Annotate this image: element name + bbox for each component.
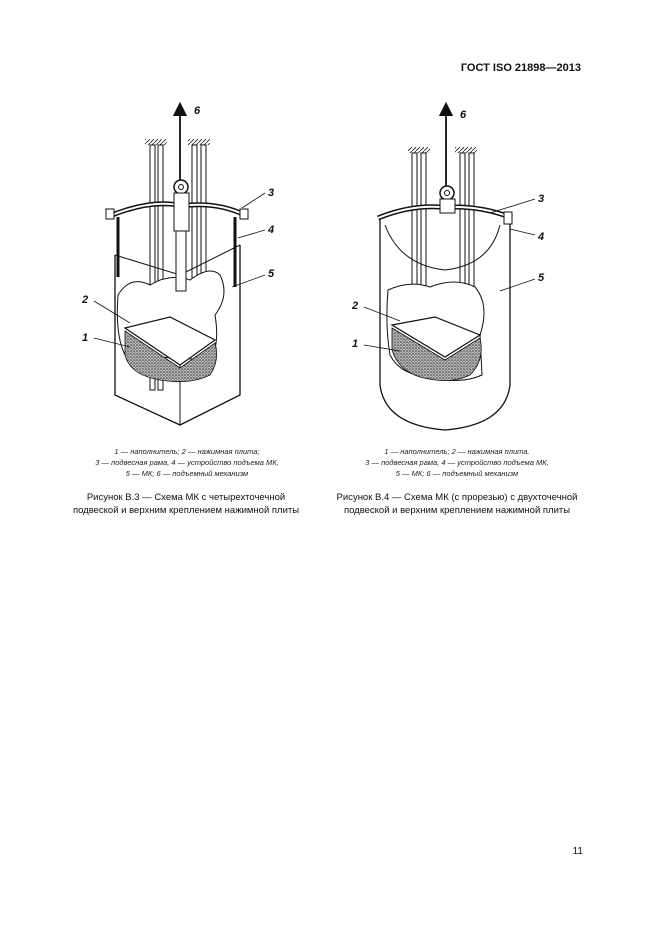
caption-line: Рисунок В.4 — Схема МК (с прорезью) с двухточечной [336, 492, 578, 503]
label-3: 3 [538, 193, 545, 205]
ceiling-hatch-right [188, 139, 210, 145]
ceiling-hatch-left [145, 139, 167, 145]
legend-line: 5 — МК; 6 — подъемный механизм [125, 469, 249, 478]
label-1: 1 [82, 332, 89, 344]
label-4: 4 [538, 231, 545, 243]
caption-line: Рисунок В.3 — Схема МК с четырехточечной [86, 492, 286, 503]
caption-line: подвеской и верхним креплением нажимной плиты [343, 505, 571, 516]
ceiling-hatch-left [408, 147, 430, 153]
figure-b3-caption [55, 491, 317, 517]
label-3: 3 [268, 187, 275, 199]
ceiling-hatch-right [455, 147, 477, 153]
label-1: 1 [352, 338, 359, 350]
caption-line: подвеской и верхним креплением нажимной плиты [72, 505, 300, 516]
label-2: 2 [82, 294, 89, 306]
legend-line: 5 — МК; 6 — подъемный механизм [395, 469, 519, 478]
figure-b4-diagram [340, 95, 580, 435]
label-5: 5 [538, 272, 545, 284]
page-number: 11 [572, 846, 583, 857]
figure-b4-caption [312, 491, 602, 517]
figure-b3-diagram [70, 95, 310, 435]
label-6: 6 [460, 109, 467, 121]
label-2: 2 [352, 300, 359, 312]
label-6: 6 [194, 105, 201, 117]
document-header: ГОСТ ISO 21898—2013 [460, 62, 581, 74]
figure-b4-legend [322, 446, 592, 479]
legend-line: 3 — подвесная рама, 4 — устройство подъема МК, [365, 458, 549, 467]
legend-line: 1 — наполнитель; 2 — нажимная плита. [384, 447, 530, 456]
figure-b3-legend [62, 446, 312, 479]
label-4: 4 [268, 224, 275, 236]
legend-line: 1 — наполнитель; 2 — нажимная плита; [114, 447, 260, 456]
label-5: 5 [268, 268, 275, 280]
legend-line: 3 — подвесная рама, 4 — устройство подъема МК, [95, 458, 279, 467]
